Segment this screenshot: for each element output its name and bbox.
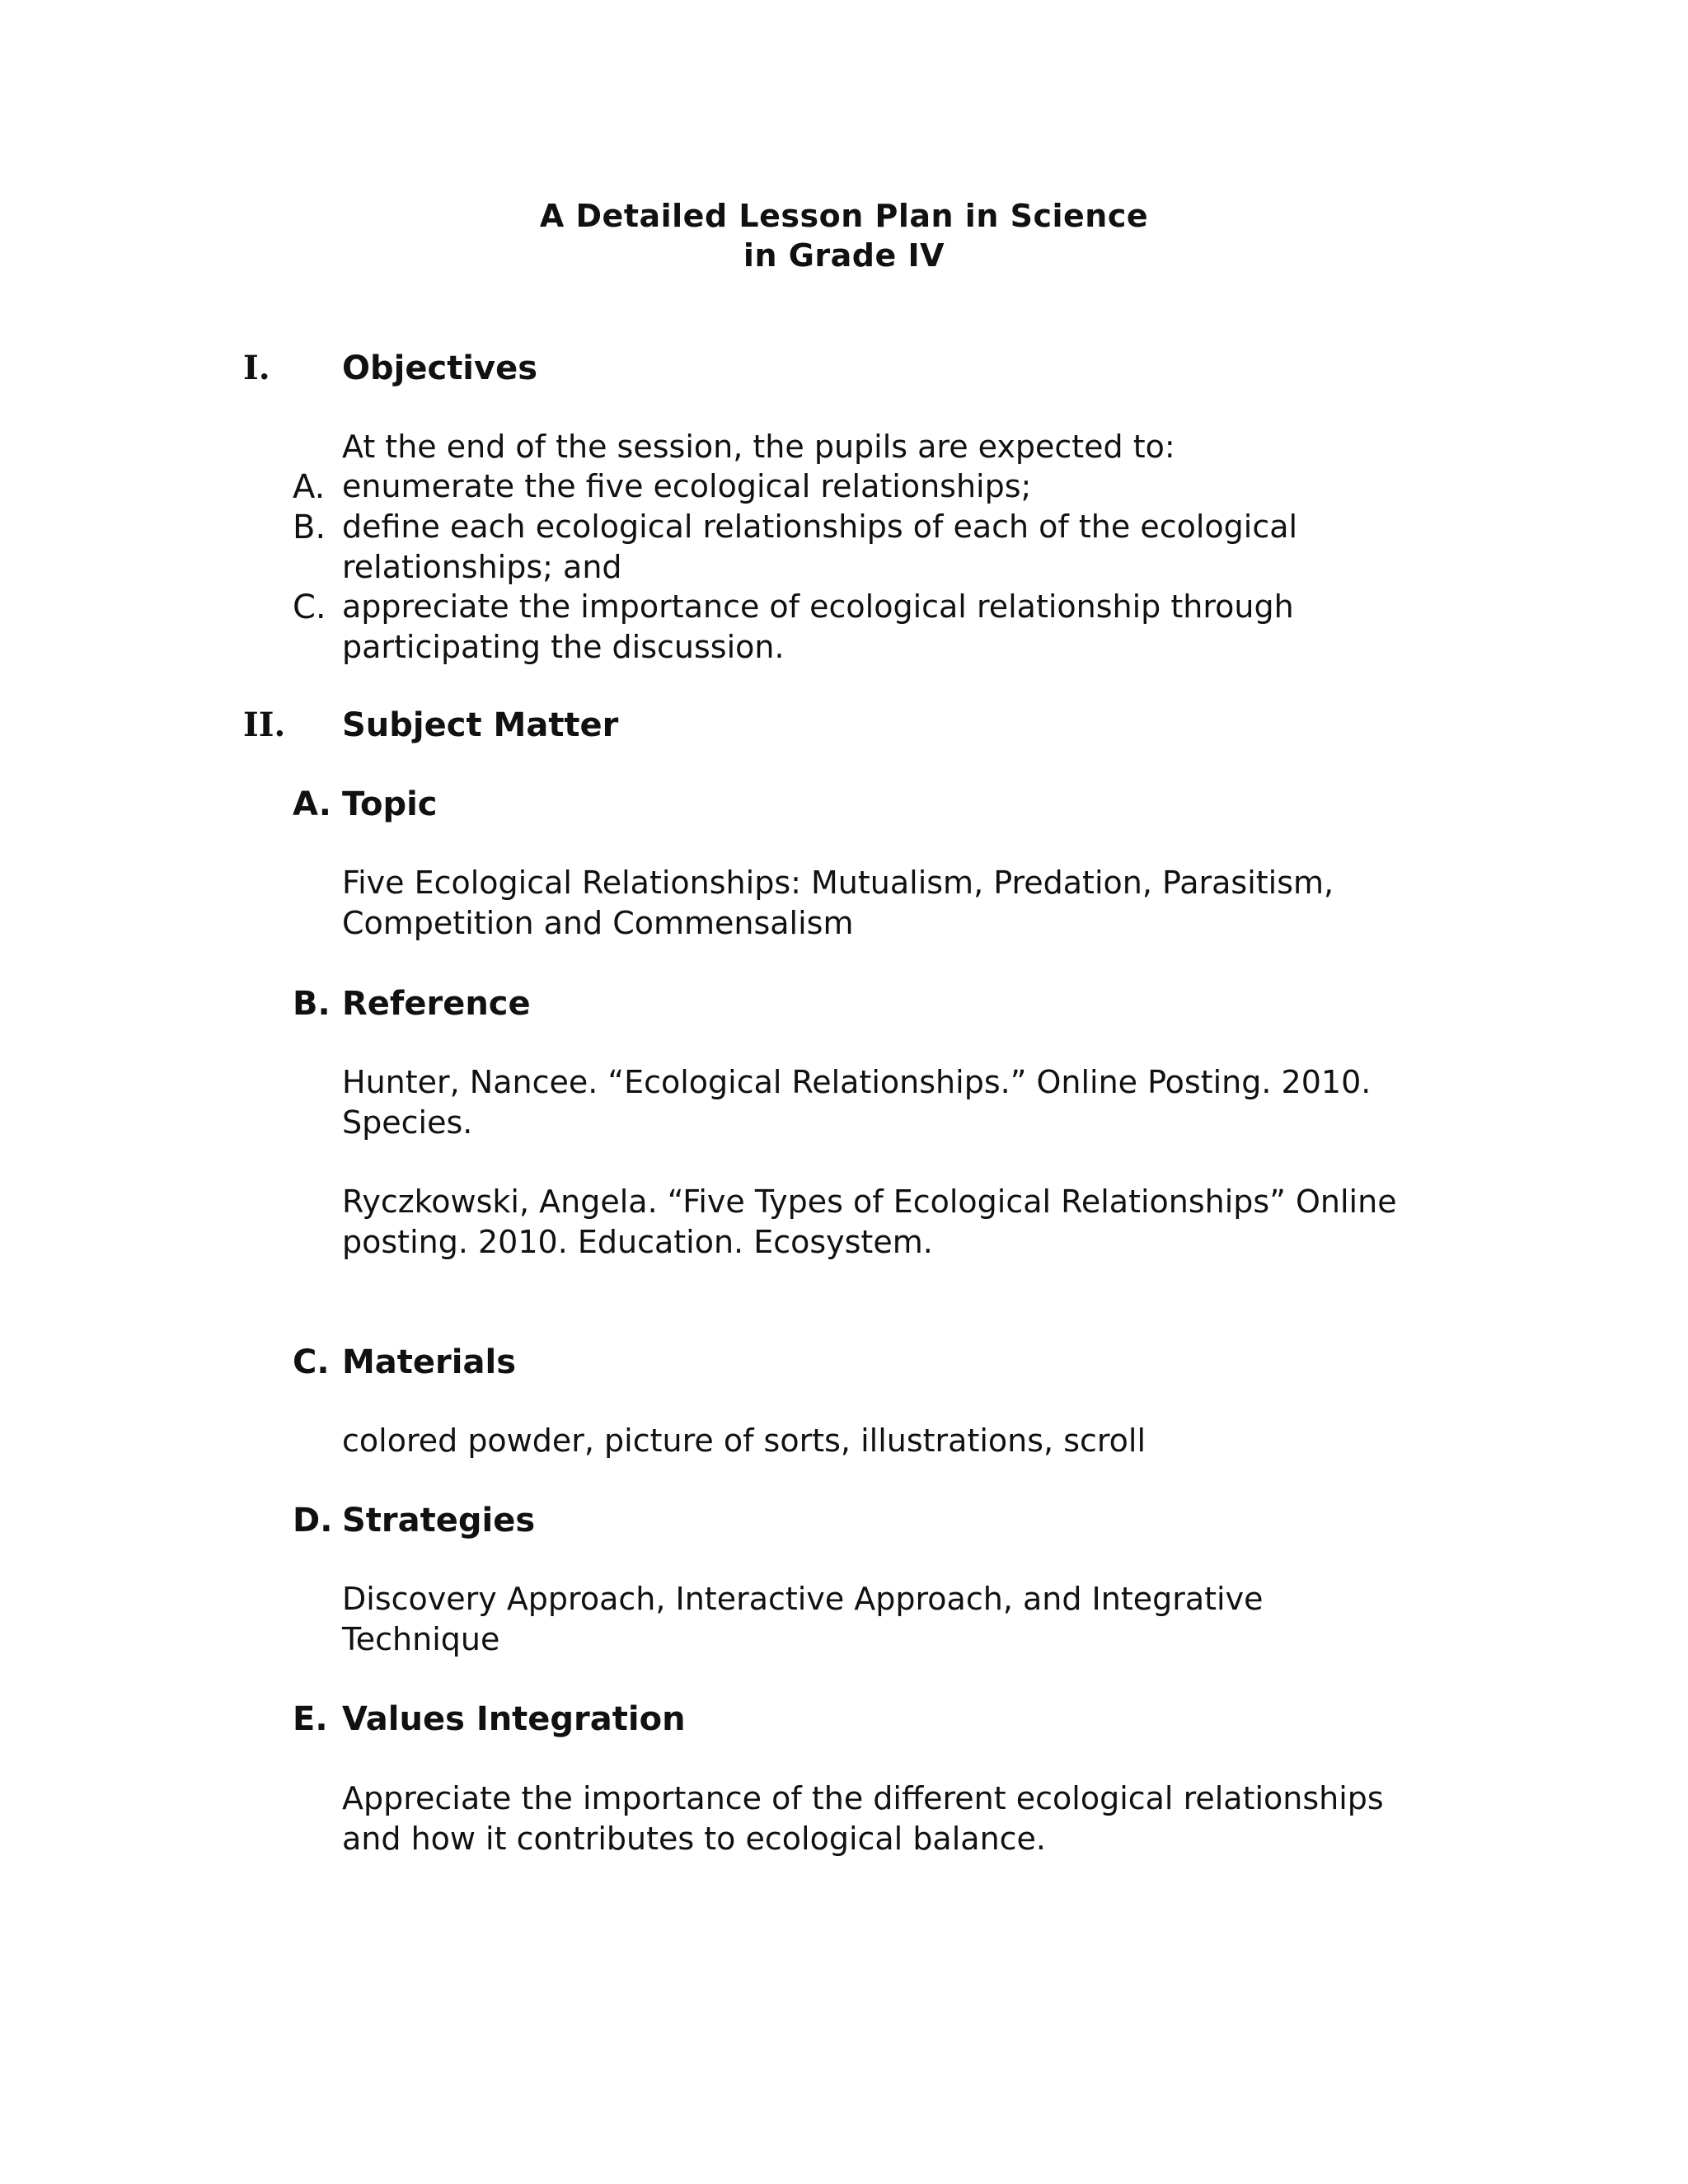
objective-item-a: enumerate the five ecological relationships;: [342, 468, 1032, 504]
objective-letter-c: C.: [293, 588, 326, 626]
reference-entry-2: Ryczkowski, Angela. “Five Types of Ecological Relationships” Online posting. 2010. Education. Ecosystem.: [342, 1183, 1397, 1260]
subsection-title-topic: Topic: [342, 785, 438, 823]
subsection-title-values-integration: Values Integration: [342, 1700, 686, 1738]
subsection-letter-b: B.: [293, 985, 331, 1023]
topic-text: Five Ecological Relationships: Mutualism, Predation, Parasitism, Competition and Commensalism: [342, 865, 1334, 941]
strategies-text: Discovery Approach, Interactive Approach, and Integrative Technique: [342, 1581, 1264, 1657]
objectives-intro: At the end of the session, the pupils are expected to:: [342, 429, 1175, 465]
section-title-subject-matter: Subject Matter: [342, 706, 619, 744]
document-subtitle: in Grade IV: [743, 237, 945, 274]
reference-entry-1: Hunter, Nancee. “Ecological Relationships.” Online Posting. 2010. Species.: [342, 1064, 1372, 1141]
subsection-title-strategies: Strategies: [342, 1502, 536, 1540]
subsection-title-reference: Reference: [342, 985, 531, 1023]
values-integration-text: Appreciate the importance of the different ecological relationships and how it contributes to ecological balance.: [342, 1780, 1384, 1857]
section-title-objectives: Objectives: [342, 349, 538, 387]
objective-item-b: define each ecological relationships of each of the ecological relationships; and: [342, 509, 1298, 585]
document-title: A Detailed Lesson Plan in Science: [539, 198, 1149, 234]
materials-text: colored powder, picture of sorts, illustrations, scroll: [342, 1422, 1146, 1459]
objective-letter-b: B.: [293, 509, 326, 546]
subsection-letter-c: C.: [293, 1343, 330, 1381]
section-numeral-i: I.: [243, 349, 270, 387]
objective-letter-a: A.: [293, 468, 326, 506]
subsection-letter-e: E.: [293, 1700, 328, 1738]
subsection-letter-a: A.: [293, 785, 331, 823]
section-numeral-ii: II.: [243, 705, 286, 744]
subsection-letter-d: D.: [293, 1502, 333, 1540]
objective-item-c: appreciate the importance of ecological relationship through participating the discussion.: [342, 588, 1294, 665]
subsection-title-materials: Materials: [342, 1343, 516, 1381]
